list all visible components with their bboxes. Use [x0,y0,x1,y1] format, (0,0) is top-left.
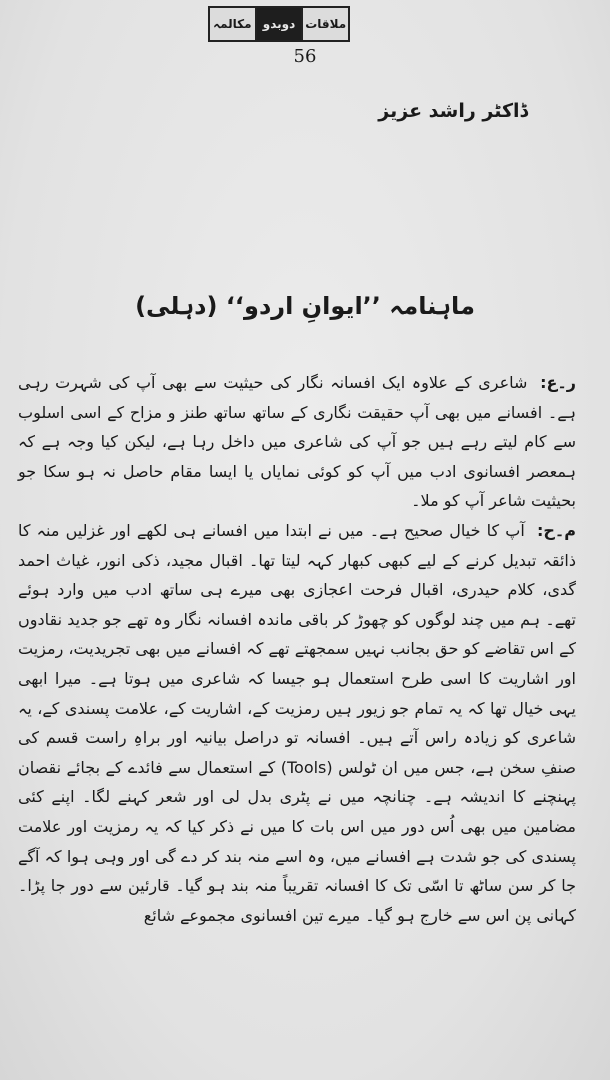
speaker-label-respondent: م۔ح: [536,520,576,540]
banner-left-label: مکالمہ [213,17,252,31]
question-text: شاعری کے علاوہ ایک افسانہ نگار کی حیثیت سے بھی آپ کی شہرت رہی ہے۔ افسانے میں بھی آپ حقیقت نگاری کے ساتھ ساتھ طنز و مزاح کے اسی اسلوب سے کام لیتے رہے ہیں جو آپ کی شاعری میں داخل رہا ہے، لیکن کیا وجہ ہے کہ ہمعصر افسانوی ادب میں آپ کو کوئی نمایاں یا ایسا مقام حاصل نہ ہو سکا جو بحیثیت شاعر آپ کو ملا۔ [18,373,576,511]
author-name: ڈاکٹر راشد عزیز [378,100,528,122]
banner-right-label: ملاقات [305,17,347,31]
answer-text: آپ کا خیال صحیح ہے۔ میں نے ابتدا میں افسانے ہی لکھے اور غزلیں منہ کا ذائقہ تبدیل کرنے کے لیے کبھی کبھار کہہ لیتا تھا۔ اقبال مجید، ذکی انور، غیاث احمد گدی، کلام حیدری، اقبال فرحت اعجازی بھی میرے ہی ساتھ ادب میں وارد ہوئے تھے۔ ہم میں چند لوگوں کو چھوڑ کر باقی ماندہ افسانہ نگار وہ تھے جو جدید نقادوں کے اس تقاضے کو حق بجانب نہیں سمجھتے تھے کہ افسانے میں بھی تجریدیت، رمزیت اور اشاریت کا اسی طرح استعمال ہو جیسا کہ شاعری میں ہوتا ہے۔ میرا ابھی یہی خیال تھا کہ یہ تمام جو زیور ہیں رمزیت کے، اشاریت کے، علامت پسندی کے، یہ شاعری کو زیادہ راس آتے ہیں۔ افسانہ تو دراصل بیانیہ اور براہِ راست قسم کی صنفِ سخن ہے، جس میں ان ٹولس (Tools) کے استعمال سے فائدے کے بجائے نقصان پہنچنے کا اندیشہ ہے۔ چنانچہ میں نے پٹری بدل لی اور شعر کہنے لگا۔ اپنے کئی مضامین میں بھی اُس دور میں اس بات کا میں نے ذکر کیا کہ یہ رمزیت اور علامت پسندی کی جو شدت ہے افسانے میں، وہ اسے منہ بند کر دے گی اور وہی ہوا کہ آگے جا کر سن ساٹھ تا اسّی تک کا افسانہ تقریباً منہ بند ہو گیا۔ قارئین سے دور جا پڑا۔ کہانی پن اس سے خارج ہو گیا۔ میرے تین افسانوی مجموعے شائع [18,520,577,925]
question-paragraph [18,368,576,516]
magazine-title: ماہنامہ ’’ایوانِ اردو‘‘ (دہلی) [135,292,475,320]
running-header-banner [208,6,350,42]
answer-paragraph [18,516,576,930]
interview-body [18,368,576,930]
speaker-label-interviewer: ر۔ع: [540,373,576,392]
banner-middle-label: دوبدو [255,8,304,40]
page-number: 56 [293,46,317,67]
